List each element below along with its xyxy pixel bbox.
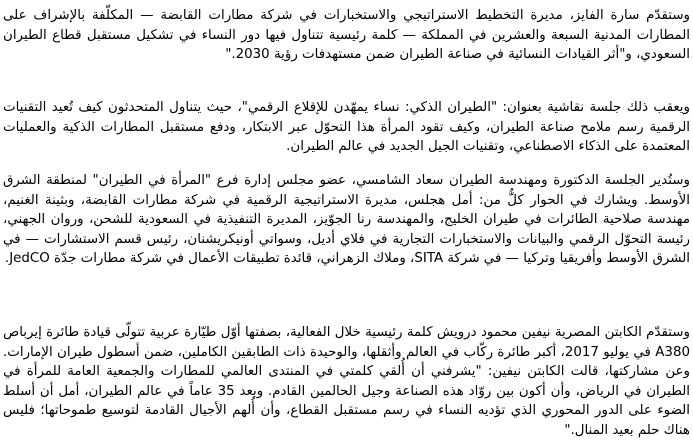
paragraph-keynote-captain-neveen: وستقدّم الكابتن المصرية نيفين محمود درويش كلمة رئيسية خلال الفعالية، بصفتها أوّل طيّارة عربية تتولّى قيادة طائرة إيرباص A380 في يوليو 2017، أكبر طائرة ركّاب في العالم وأثقلها، والوحيدة ذات الطابقين الكاملين، ضمن أسطول طيران الإمارات. وعن مشاركتها، قالت الكابتن نيفين: "يشرفني أن أُلقي كلمتي في المنتدى العالمي للمطارات والجمعية العامة للمرأة في الطيران في الرياض، وأن أكون بين روّاد هذه الصناعة وجيل الحالمين القادم. وبعد 35 عاماً في عالم الطيران، أمل أن أسلط الضوء على الدور المحوري الذي تؤديه النساء في رسم مستقبل القطاع، وأن أُلهم الأجيال القادمة لتوسيع طموحاتها؛ فليس هناك حلم بعيد المنال." [3,325,690,438]
paragraph-panel-smart-aviation: ويعقب ذلك جلسة نقاشية بعنوان: "الطيران الذكي: نساء يمهّدن للإقلاع الرقمي"، حيث يتناول المتحدثون كيف تُعيد التقنيات الرقمية رسم ملامح صناعة الطيران، وكيف تقود المرأة هذا التحوّل عبر الابتكار، ودفع مستقبل المطارات الذكية والعمليات المعتمدة على الذكاء الاصطناعي، وتقنيات الجيل الجديد في عالم الطيران. [3,100,690,155]
paragraph-panel-moderator-speakers: وستُدير الجلسة الدكتورة ومهندسة الطيران سعاد الشامسي، عضو مجلس إدارة فرع "المرأة في الطيران" لمنطقة الشرق الأوسط. ويشارك في الحوار كلٌّ من: أمل هجلس، مديرة الاستراتيجية الرقمية في شركة مطارات القابضة، وبثينة الغنيم، مهندسة صلاحية الطائرات في طيران الخليج، والمهندسة رنا الجوّيز، المديرة التنفيذية في السعودية للشحن، وروان الجهني، رئيسة التحوّل الرقمي والبيانات والاستخبارات التجارية في فلاي أديل، وسواتي أونيكريشنان، رئيس قسم الاستشارات — في الشرق الأوسط وأفريقيا وتركيا — في شركة SITA، وملاك الزهراني، قائدة تطبيقات الأعمال في شركة مطارات جدّة JedCO. [3,173,690,267]
paragraph-keynote-sara-alfayez: وستقدّم سارة الفايز، مديرة التخطيط الاستراتيجي والاستخبارات في شركة مطارات القابضة — المكلّفة بالإشراف على المطارات المدنية السبعة والعشرين في المملكة — كلمة رئيسية تتناول فيها دور النساء في تشكيل مستقبل قطاع الطيران السعودي، و"أثر القيادات النسائية في صناعة الطيران ضمن مستهدفات رؤية 2030." [3,8,690,63]
